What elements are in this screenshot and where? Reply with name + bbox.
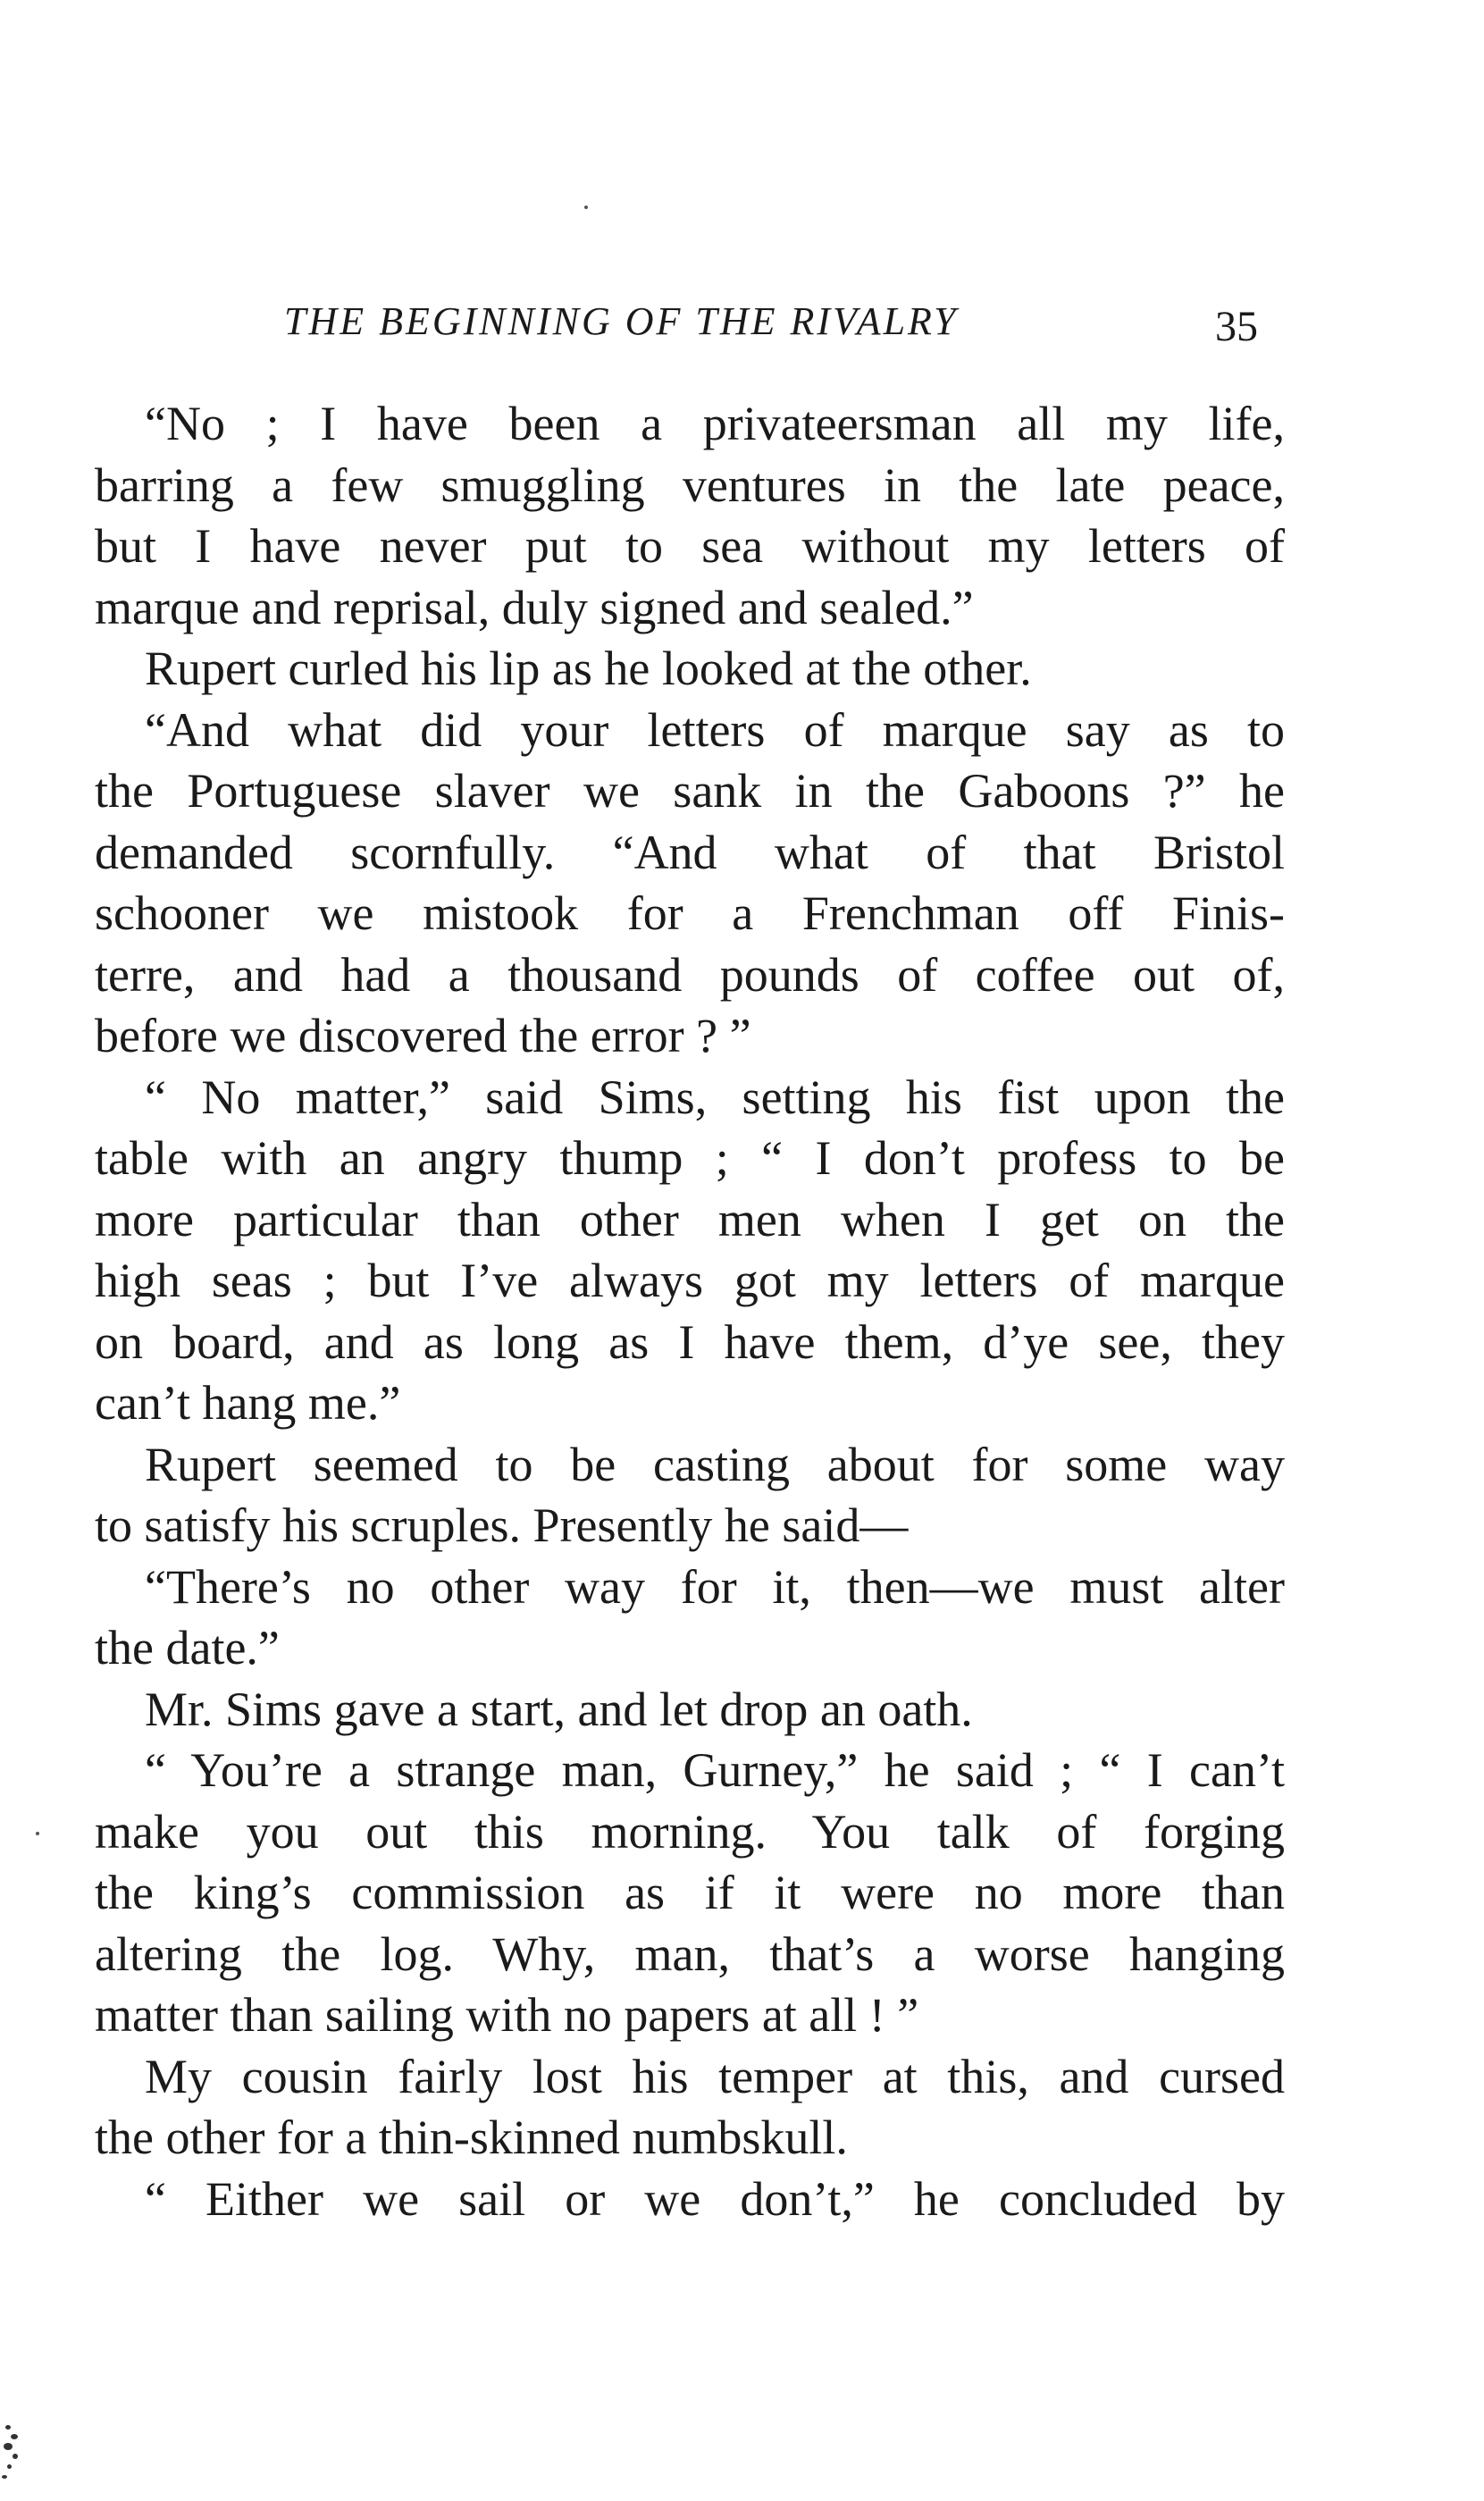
running-title: THE BEGINNING OF THE RIVALRY <box>284 299 959 343</box>
text-line: but I have never put to sea without my letters of <box>95 519 1285 573</box>
text-line: demanded scornfully. “And what of that Bristol <box>95 825 1285 879</box>
text-line: on board, and as long as I have them, d’ye see, they <box>95 1314 1285 1369</box>
text-line: to satisfy his scruples. Presently he said— <box>95 1498 909 1552</box>
text-line: make you out this morning. You talk of forging <box>95 1804 1285 1859</box>
print-specks-bottom-left <box>0 2413 27 2493</box>
text-line: “No ; I have been a privateersman all my life, <box>145 397 1285 450</box>
text-line: the Portuguese slaver we sank in the Gaboons ?” he <box>95 764 1285 818</box>
body-text <box>95 393 1285 2229</box>
text-line: “ You’re a strange man, Gurney,” he said ; “ I can’t <box>145 1743 1285 1797</box>
text-line: the other for a thin-skinned numbskull. <box>95 2111 848 2164</box>
text-line: altering the log. Why, man, that’s a worse hanging <box>95 1926 1285 1981</box>
running-head <box>0 295 1484 357</box>
print-speck-top <box>584 206 588 209</box>
text-line: Mr. Sims gave a start, and let drop an oath. <box>145 1682 973 1736</box>
text-line: terre, and had a thousand pounds of coffee out of, <box>95 947 1285 1002</box>
text-line: Rupert seemed to be casting about for some way <box>145 1437 1285 1491</box>
text-line: schooner we mistook for a Frenchman off Finis- <box>95 886 1285 940</box>
text-line: marque and reprisal, duly signed and sealed.” <box>95 580 974 634</box>
text-line: barring a few smuggling ventures in the late peace, <box>95 457 1285 512</box>
text-line: “ Either we sail or we don’t,” he concluded by <box>145 2171 1285 2226</box>
text-line: can’t hang me.” <box>95 1376 401 1430</box>
text-line: “ No matter,” said Sims, setting his fist upon the <box>145 1070 1285 1124</box>
text-line: Rupert curled his lip as he looked at the other. <box>145 642 1032 695</box>
print-speck-margin <box>36 1832 39 1835</box>
text-line: the date.” <box>95 1621 280 1674</box>
page-number: 35 <box>1215 303 1258 350</box>
text-line: the king’s commission as if it were no more than <box>95 1866 1285 1919</box>
text-line: more particular than other men when I get on the <box>95 1192 1285 1246</box>
text-line: “And what did your letters of marque say as to <box>145 702 1285 757</box>
text-line: matter than sailing with no papers at all ! ” <box>95 1988 919 2042</box>
text-line: high seas ; but I’ve always got my letters of marque <box>95 1254 1285 1307</box>
text-line: before we discovered the error ? ” <box>95 1009 751 1062</box>
text-line: “There’s no other way for it, then—we must alter <box>145 1559 1285 1614</box>
text-line: My cousin fairly lost his temper at this, and cursed <box>145 2049 1285 2103</box>
text-line: table with an angry thump ; “ I don’t profess to be <box>95 1131 1285 1185</box>
